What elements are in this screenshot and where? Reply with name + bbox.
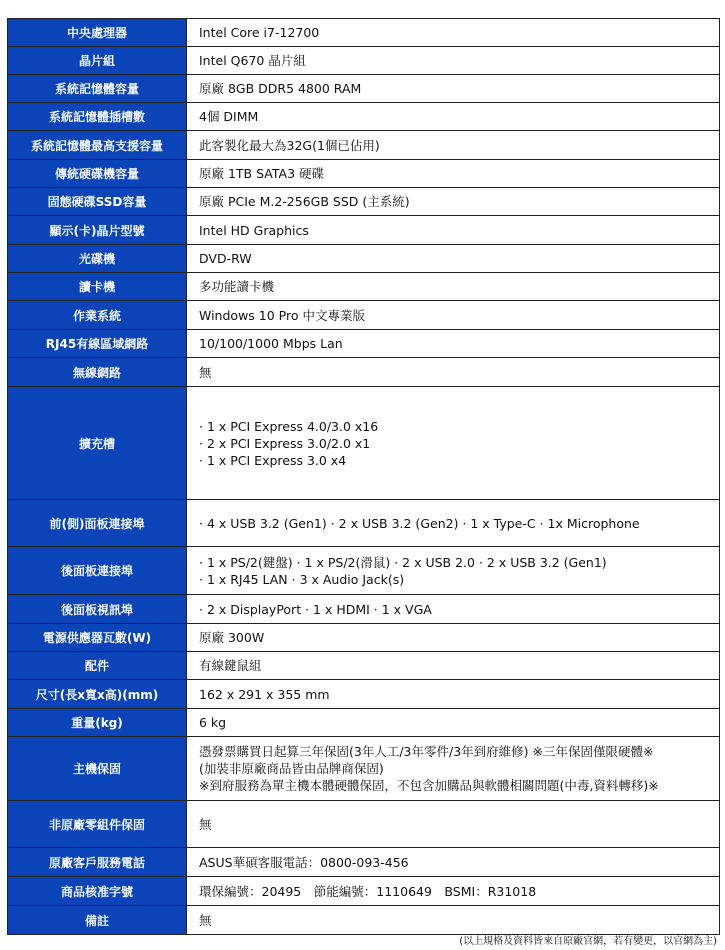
spec-label: RJ45有線區域網路 [8,330,187,358]
spec-value-line: · 1 x RJ45 LAN · 3 x Audio Jack(s) [199,571,405,587]
spec-value [187,801,720,848]
spec-value-line: · 4 x USB 3.2 (Gen1) · 2 x USB 3.2 (Gen2) · 1 x Type-C · 1x Microphone [199,515,640,531]
spec-label: 無線網路 [8,358,187,387]
spec-value-line: 此客製化最大為32G(1個已佔用) [199,137,380,153]
spec-value [187,273,720,301]
spec-value [187,848,720,877]
spec-value [187,131,720,160]
spec-row [8,500,720,547]
spec-value-line: Intel Q670 晶片組 [199,53,306,68]
spec-label: 晶片組 [8,47,187,75]
spec-label: 商品核准字號 [8,877,187,906]
spec-value [187,680,720,709]
spec-label: 前(側)面板連接埠 [8,500,187,547]
spec-value-line: Windows 10 Pro 中文專業版 [199,307,365,323]
spec-value [187,877,720,906]
spec-value-line: 多功能讀卡機 [199,279,275,294]
spec-label: 讀卡機 [8,273,187,301]
spec-label: 重量(kg) [8,709,187,737]
spec-value-line: 憑發票購買日起算三年保固(3年人工/3年零件/3年到府維修) ※三年保固僅限硬體※ [199,744,654,759]
spec-value [187,19,720,47]
spec-row [8,801,720,848]
spec-row [8,652,720,680]
spec-label: 後面板連接埠 [8,547,187,595]
spec-value [187,595,720,624]
footnote: (以上規格及資料皆來自原廠官網，若有變更，以官網為主) [459,936,717,947]
spec-value-line: · 1 x PS/2(鍵盤) · 1 x PS/2(滑鼠) · 2 x USB 2.0 · 2 x USB 3.2 (Gen1) [199,554,607,570]
spec-label: 系統記憶體插槽數 [8,103,187,131]
spec-value-line: 4個 DIMM [199,109,259,124]
spec-row [8,301,720,330]
spec-label: 作業系統 [8,301,187,330]
spec-value [187,500,720,547]
spec-value-line: 無 [199,364,212,380]
spec-row [8,848,720,877]
spec-row [8,160,720,188]
spec-row [8,709,720,737]
spec-value-line: · 1 x PCI Express 3.0 x4 [199,452,347,468]
spec-value [187,624,720,652]
spec-row [8,595,720,624]
spec-table [7,18,720,935]
spec-label: 配件 [8,652,187,680]
spec-row [8,877,720,906]
spec-value-line: 6 kg [199,715,227,730]
spec-value [187,75,720,103]
spec-value-line: 162 x 291 x 355 mm [199,686,330,702]
spec-value [187,387,720,500]
spec-table-body [8,19,720,935]
spec-value [187,358,720,387]
spec-row [8,19,720,47]
spec-row [8,273,720,301]
spec-row [8,47,720,75]
spec-value-line: 原廠 300W [199,630,265,645]
spec-label: 後面板視訊埠 [8,595,187,624]
spec-label: 主機保固 [8,737,187,801]
spec-value [187,188,720,216]
spec-row [8,387,720,500]
spec-value-line: (加裝非原廠商品皆由品牌商保固) [199,761,384,776]
spec-label: 光碟機 [8,245,187,273]
spec-value-line: 無 [199,816,212,832]
spec-value [187,737,720,801]
spec-row [8,680,720,709]
spec-value [187,216,720,245]
spec-label: 系統記憶體容量 [8,75,187,103]
spec-row [8,75,720,103]
spec-label: 非原廠零組件保固 [8,801,187,848]
spec-value-line: 有線鍵鼠組 [199,658,262,673]
spec-value [187,547,720,595]
spec-label: 顯示(卡)晶片型號 [8,216,187,245]
spec-row [8,188,720,216]
spec-row [8,624,720,652]
spec-value-line: · 2 x PCI Express 3.0/2.0 x1 [199,435,371,451]
spec-value [187,906,720,935]
spec-label: 擴充槽 [8,387,187,500]
spec-value-line: 環保編號：20495 節能編號：1110649 BSMI：R31018 [199,883,537,899]
spec-row [8,358,720,387]
spec-label: 原廠客戶服務電話 [8,848,187,877]
spec-row [8,103,720,131]
spec-value-line: 無 [199,912,212,928]
spec-label: 傳統硬碟機容量 [8,160,187,188]
spec-row [8,216,720,245]
spec-value [187,47,720,75]
spec-value [187,652,720,680]
spec-value [187,330,720,358]
spec-value-line: 原廠 8GB DDR5 4800 RAM [199,81,362,96]
spec-row [8,330,720,358]
spec-value-line: ASUS華碩客服電話：0800-093-456 [199,854,409,870]
spec-value [187,245,720,273]
spec-value [187,103,720,131]
spec-label: 尺寸(長x寬x高)(mm) [8,680,187,709]
spec-value-line: DVD-RW [199,251,252,266]
spec-label: 系統記憶體最高支援容量 [8,131,187,160]
spec-label: 備註 [8,906,187,935]
spec-value-line: ※到府服務為單主機本體硬體保固，不包含加購品與軟體相關問題(中毒,資料轉移)※ [199,778,659,793]
spec-label: 中央處理器 [8,19,187,47]
spec-row [8,245,720,273]
spec-row [8,131,720,160]
spec-value [187,160,720,188]
spec-value-line: 10/100/1000 Mbps Lan [199,336,343,351]
spec-value-line: 原廠 1TB SATA3 硬碟 [199,166,325,181]
spec-value-line: · 1 x PCI Express 4.0/3.0 x16 [199,418,379,434]
spec-value-line: Intel Core i7-12700 [199,25,320,40]
spec-label: 固態硬碟SSD容量 [8,188,187,216]
spec-value-line: 原廠 PCIe M.2-256GB SSD (主系統) [199,194,410,209]
spec-value-line: · 2 x DisplayPort · 1 x HDMI · 1 x VGA [199,601,432,617]
spec-value-line: Intel HD Graphics [199,222,309,238]
spec-value [187,709,720,737]
spec-label: 電源供應器瓦數(W) [8,624,187,652]
spec-row [8,906,720,935]
spec-row [8,737,720,801]
spec-row [8,547,720,595]
spec-value [187,301,720,330]
